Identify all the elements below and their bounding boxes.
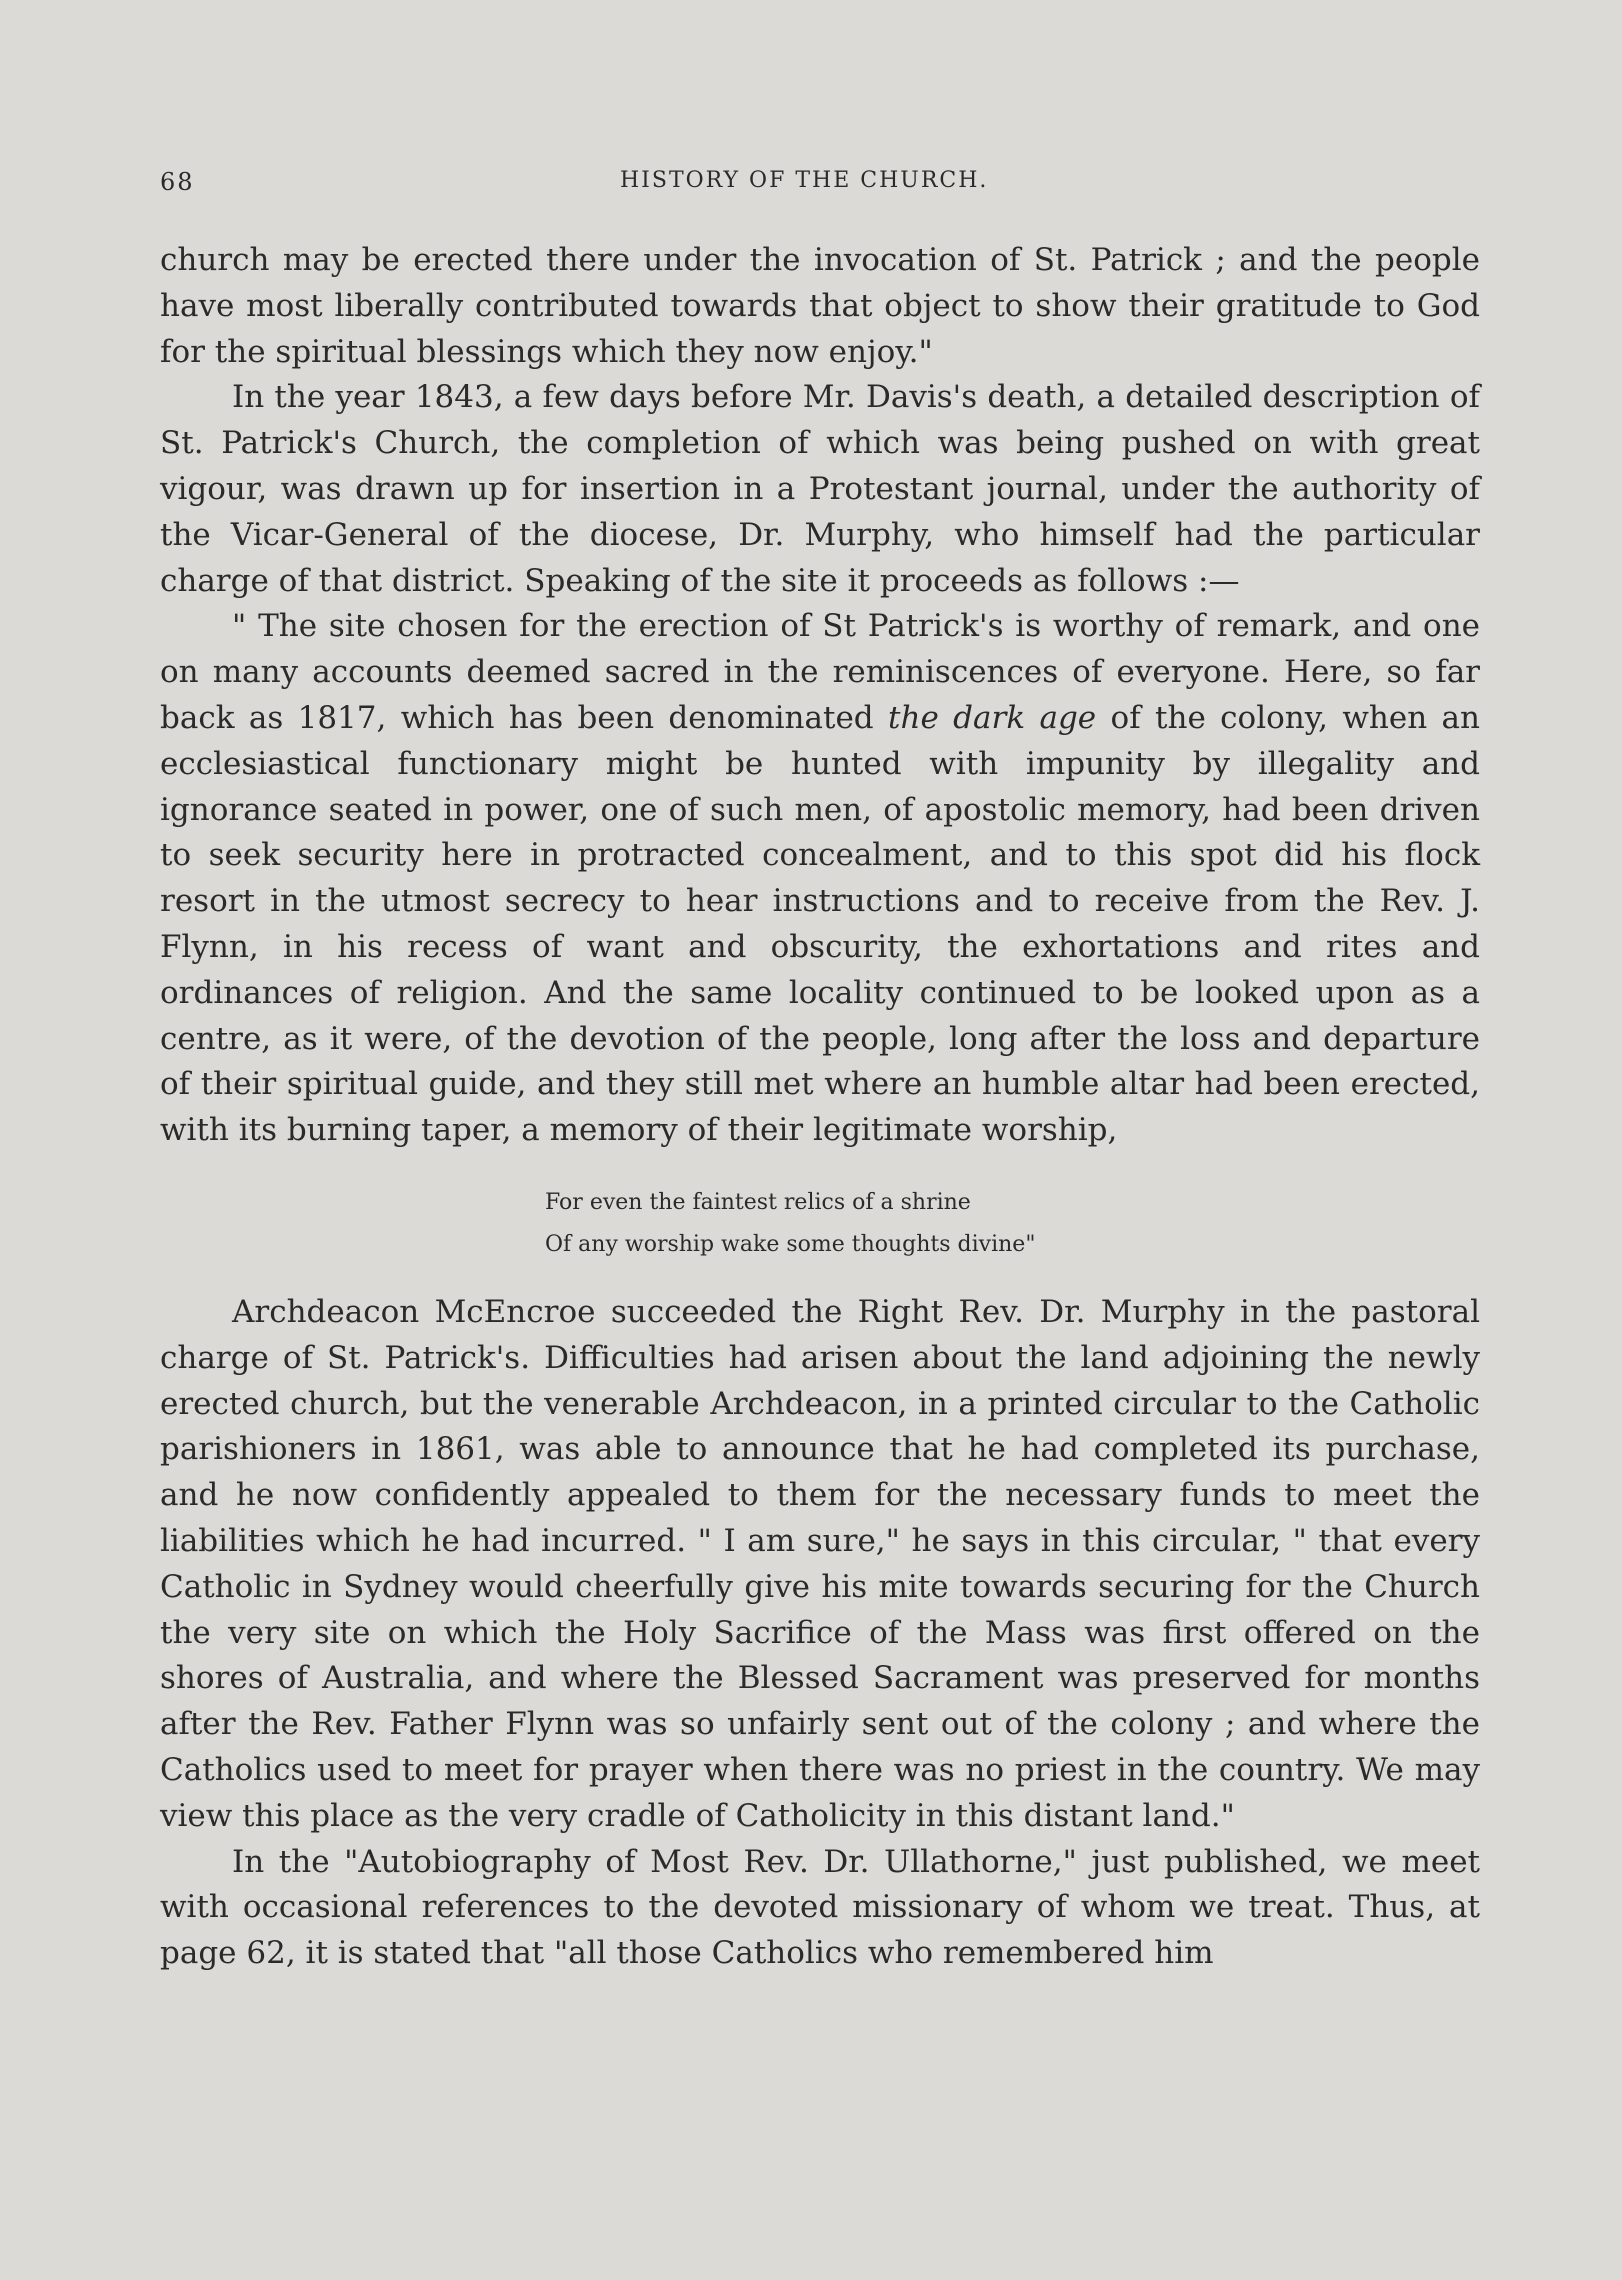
running-header [160, 168, 1480, 208]
page-number: 68 [160, 168, 195, 196]
verse-quotation [160, 1182, 1480, 1266]
paragraph-site-quote [160, 604, 1480, 1154]
verse-line: Of any worship wake some thoughts divine" [545, 1231, 1036, 1257]
paragraph-1843-description: In the year 1843, a few days before Mr. Davis's death, a detailed description of St. Patrick's Church, the completion of which was being pushed on with great vigour, was drawn up for insertion in a Protestant journal, under the authority of the Vicar-General of the diocese, Dr. Murphy, who himself had the particular charge of that district. Speaking of the site it proceeds as follows :— [160, 379, 1480, 599]
verse-line: For even the faintest relics of a shrine [545, 1189, 971, 1215]
italic-phrase: the dark age [888, 699, 1097, 736]
running-title: HISTORY OF THE CHURCH. [620, 168, 989, 193]
paragraph-archdeacon: Archdeacon McEncroe succeeded the Right Rev. Dr. Murphy in the pastoral charge of St. Patrick's. Difficulties had arisen about the land adjoining the newly erected church, but the venerable Archdeacon, in a printed circular to the Catholic parishioners in 1861, was able to announce that he had completed its purchase, and he now confidently appealed to them for the necessary funds to meet the liabilities which he had incurred. " I am sure," he says in this circular, " that every Catholic in Sydney would cheerfully give his mite towards securing for the Church the very site on which the Holy Sacrifice of the Mass was first offered on the shores of Australia, and where the Blessed Sacrament was preserved for months after the Rev. Father Flynn was so unfairly sent out of the colony ; and where the Catholics used to meet for prayer when there was no priest in the country. We may view this place as the very cradle of Catholicity in this distant land." [160, 1293, 1480, 1834]
quote-text-end: of the colony, when an ecclesiastical functionary might be hunted with impunity by illegality and ignorance seated in power, one of such men, of apostolic memory, had been driven to seek security here in protracted concealment, and to this spot did his flock resort in the utmost secrecy to hear instructions and to receive from the Rev. J. Flynn, in his recess of want and obscurity, the exhortations and rites and ordinances of religion. And the same locality continued to be looked upon as a centre, as it were, of the devotion of the people, long after the loss and departure of their spiritual guide, and they still met where an humble altar had been erected, with its burning taper, a memory of their legitimate worship, [160, 699, 1480, 1149]
paragraph-continuation: church may be erected there under the invocation of St. Patrick ; and the people have most liberally contributed towards that object to show their gratitude to God for the spiritual blessings which they now enjoy." [160, 242, 1480, 370]
paragraph-autobiography: In the "Autobiography of Most Rev. Dr. Ullathorne," just published, we meet with occasional references to the devoted missionary of whom we treat. Thus, at page 62, it is stated that "all those Catholics who remembered him [160, 1843, 1480, 1972]
quote-text-start: " The site chosen for the erection of St Patrick's is worthy of remark, and one on many accounts deemed sacred in the reminiscences of everyone. Here, so far back as 1817, which has been denominated [160, 608, 1480, 736]
body-text [160, 238, 1480, 1977]
